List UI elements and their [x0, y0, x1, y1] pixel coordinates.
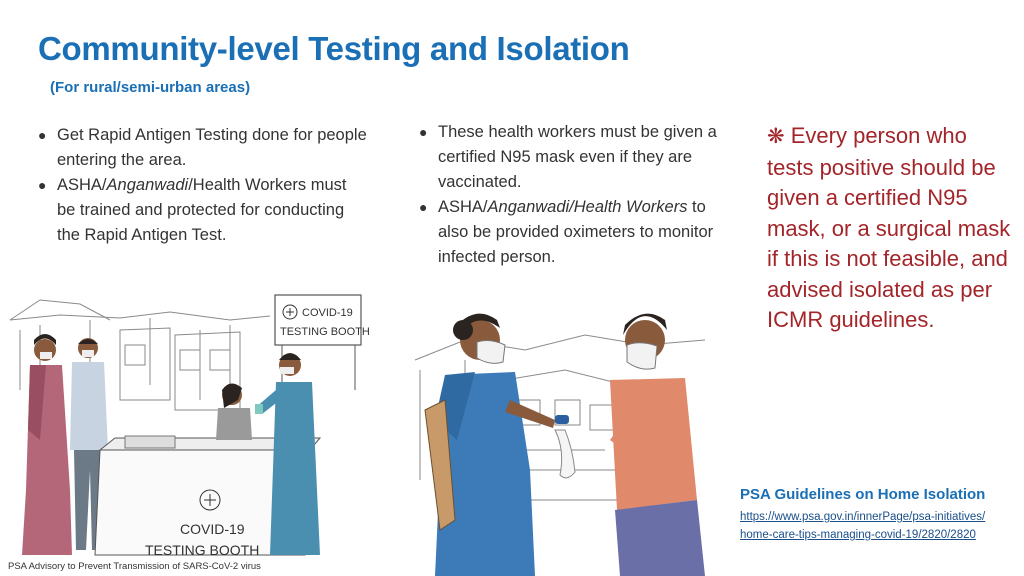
list-item: ● ASHA/Anganwadi/Health Workers to also be provided oximeters to monitor infected person. — [419, 195, 739, 270]
woman-figure-pink-saree — [22, 334, 72, 555]
isolation-note — [767, 121, 1017, 336]
asha-worker-figure — [425, 314, 555, 576]
page-title: Community-level Testing and Isolation — [38, 30, 630, 67]
footer-source-note: PSA Advisory to Prevent Transmission of SARS-CoV-2 virus — [8, 561, 261, 572]
asha-worker-illustration — [405, 300, 730, 576]
middle-bullet-list — [419, 120, 739, 270]
left-bullet-list — [38, 123, 368, 248]
flower-icon: ❋ — [767, 125, 785, 148]
booth-sign-line2: TESTING BOOTH — [280, 326, 370, 338]
man-figure-salmon-shirt — [610, 314, 705, 576]
list-item: ● These health workers must be given a certified N95 mask even if they are vaccinated. — [419, 120, 739, 195]
mask-in-hand-icon — [555, 415, 575, 478]
booth-sign-line1: COVID-19 — [302, 307, 353, 319]
desk-sign-line1: COVID-19 — [180, 521, 245, 537]
psa-guidelines-link-line1[interactable]: https://www.psa.gov.in/innerPage/psa-initiatives/ — [740, 511, 986, 523]
page-subtitle: (For rural/semi-urban areas) — [50, 79, 251, 96]
psa-guidelines-link-line2[interactable]: home-care-tips-managing-covid-19/2820/2820 — [740, 529, 976, 541]
psa-guidelines-heading: PSA Guidelines on Home Isolation — [740, 486, 986, 503]
isolation-note-text: Every person who tests positive should be given a certified N95 mask, or a surgical mask if this is not feasible, and advised isolated as per ICMR guidelines. — [767, 123, 1011, 332]
testing-booth-illustration — [0, 290, 380, 560]
list-item: ● ASHA/Anganwadi/Health Workers must be trained and protected for conducting the Rapid Antigen Test. — [38, 173, 368, 248]
list-item: ● Get Rapid Antigen Testing done for people entering the area. — [38, 123, 368, 173]
desk-sign-line2: TESTING BOOTH — [145, 542, 260, 558]
girl-being-tested-figure — [216, 383, 252, 440]
